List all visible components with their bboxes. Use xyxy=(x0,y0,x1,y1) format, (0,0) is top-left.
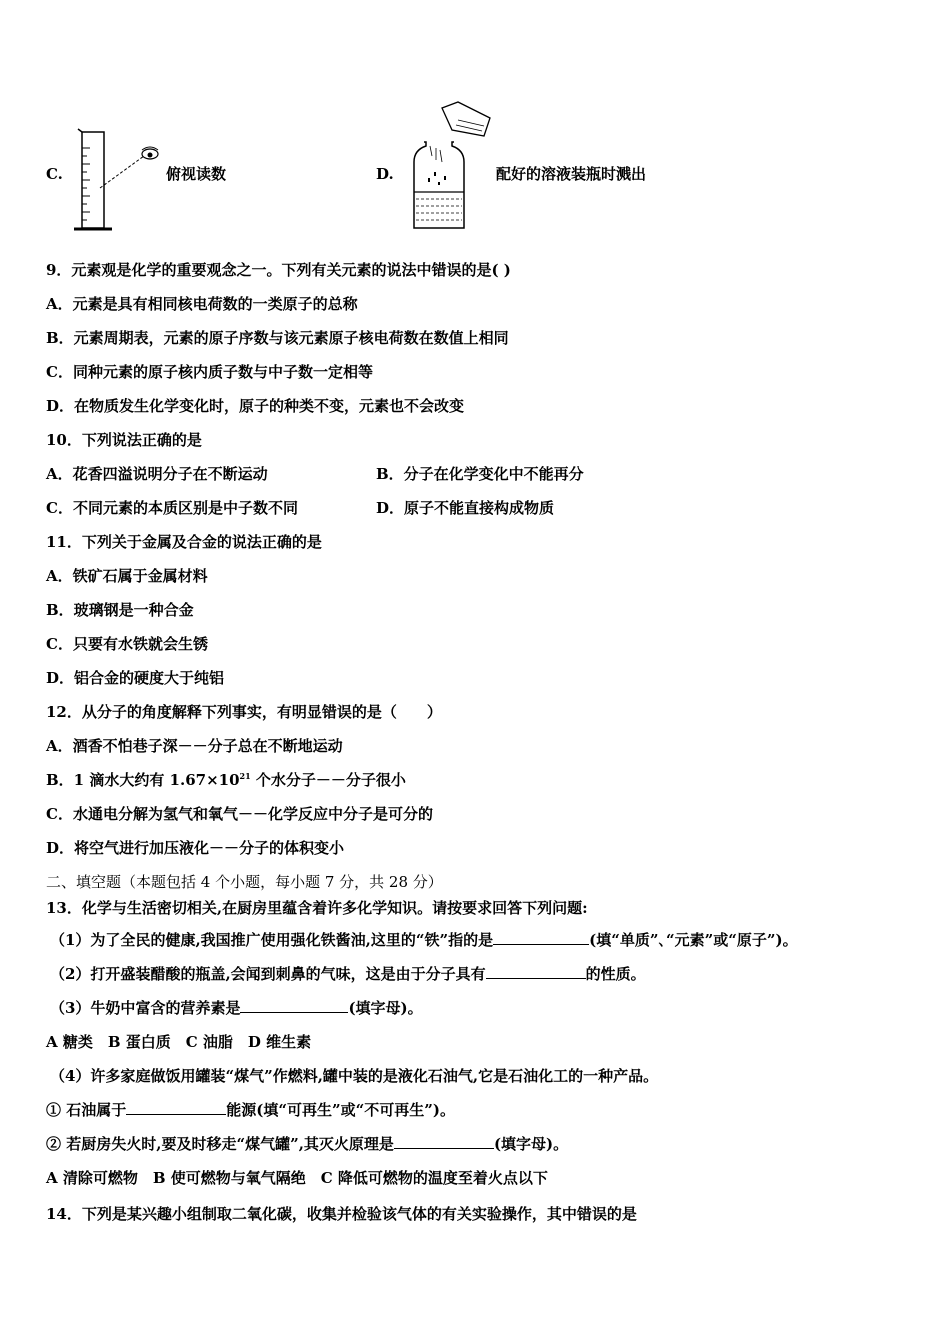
q13-stem: 13．化学与生活密切相关,在厨房里蕴含着许多化学知识。请按要求回答下列问题: xyxy=(46,899,588,917)
q13-part4-sub2-options: A 清除可燃物 B 使可燃物与氧气隔绝 C 降低可燃物的温度至着火点以下 xyxy=(46,1169,548,1187)
answer-blank[interactable] xyxy=(126,1100,226,1115)
q13-part3-options: A 糖类 B 蛋白质 C 油脂 D 维生素 xyxy=(46,1033,312,1051)
q11-stem: 11．下列关于金属及合金的说法正确的是 xyxy=(46,533,322,551)
q14-stem: 14．下列是某兴趣小组制取二氧化碳，收集并检验该气体的有关实验操作，其中错误的是 xyxy=(46,1205,637,1223)
q13-part2: （2）打开盛装醋酸的瓶盖,会闻到刺鼻的气味，这是由于分子具有 的性质。 xyxy=(50,965,646,983)
q12-option-b: B．1 滴水大约有 $1.67\times 10^{21}$ 个水分子－－分子很小 xyxy=(46,771,406,789)
option-d-caption: 配好的溶液装瓶时溅出 xyxy=(496,165,647,183)
q10-option-b: B．分子在化学变化中不能再分 xyxy=(376,465,584,483)
option-c-caption: 俯视读数 xyxy=(166,165,227,183)
q9-option-b: B．元素周期表，元素的原子序数与该元素原子核电荷数在数值上相同 xyxy=(46,329,509,347)
q12-option-d: D．将空气进行加压液化－－分子的体积变小 xyxy=(46,839,345,857)
q10-option-a: A．花香四溢说明分子在不断运动 xyxy=(46,465,268,483)
q13-part1: （1）为了全民的健康,我国推广使用强化铁酱油,这里的“铁”指的是 (填“单质”､“元素”或“原子”)。 xyxy=(50,931,798,949)
q11-option-c: C．只要有水铁就会生锈 xyxy=(46,635,208,653)
answer-blank[interactable] xyxy=(486,964,586,979)
graduated-cylinder-figure xyxy=(72,128,168,236)
q9-option-a: A．元素是具有相同核电荷数的一类原子的总称 xyxy=(46,295,358,313)
q10-option-d: D．原子不能直接构成物质 xyxy=(376,499,555,517)
answer-blank[interactable] xyxy=(493,930,589,945)
q12-option-c: C．水通电分解为氢气和氧气－－化学反应中分子是可分的 xyxy=(46,805,433,823)
q12-option-a: A．酒香不怕巷子深－－分子总在不断地运动 xyxy=(46,737,343,755)
answer-blank[interactable] xyxy=(240,998,348,1013)
q11-option-a: A．铁矿石属于金属材料 xyxy=(46,567,208,585)
q13-part4-sub2: ② 若厨房失火时,要及时移走“煤气罐”,其灭火原理是 (填字母)。 xyxy=(46,1135,569,1153)
q13-part4: （4）许多家庭做饭用罐装“煤气”作燃料,罐中装的是液化石油气,它是石油化工的一种产品。 xyxy=(50,1067,659,1085)
q10-stem: 10．下列说法正确的是 xyxy=(46,431,202,449)
option-d-letter: D. xyxy=(376,165,394,183)
section-heading: 二、填空题（本题包括 4 个小题，每小题 7 分，共 28 分） xyxy=(46,873,443,891)
q11-option-b: B．玻璃钢是一种合金 xyxy=(46,601,194,619)
option-c-letter: C. xyxy=(46,165,63,183)
q13-part4-sub1: ① 石油属于 能源(填“可再生”或“不可再生”)。 xyxy=(46,1101,455,1119)
q13-part3: （3）牛奶中富含的营养素是 (填字母)。 xyxy=(50,999,423,1017)
answer-blank[interactable] xyxy=(394,1134,494,1149)
exponent: 21 xyxy=(239,771,251,781)
q9-option-d: D．在物质发生化学变化时，原子的种类不变，元素也不会改变 xyxy=(46,397,465,415)
q9-option-c: C．同种元素的原子核内质子数与中子数一定相等 xyxy=(46,363,373,381)
reagent-bottle-figure xyxy=(410,100,502,234)
q10-option-c: C．不同元素的本质区别是中子数不同 xyxy=(46,499,298,517)
q9-stem: 9．元素观是化学的重要观念之一。下列有关元素的说法中错误的是( ) xyxy=(46,261,511,279)
q11-option-d: D．铝合金的硬度大于纯铝 xyxy=(46,669,225,687)
q12-stem: 12．从分子的角度解释下列事实，有明显错误的是（ ） xyxy=(46,703,442,721)
